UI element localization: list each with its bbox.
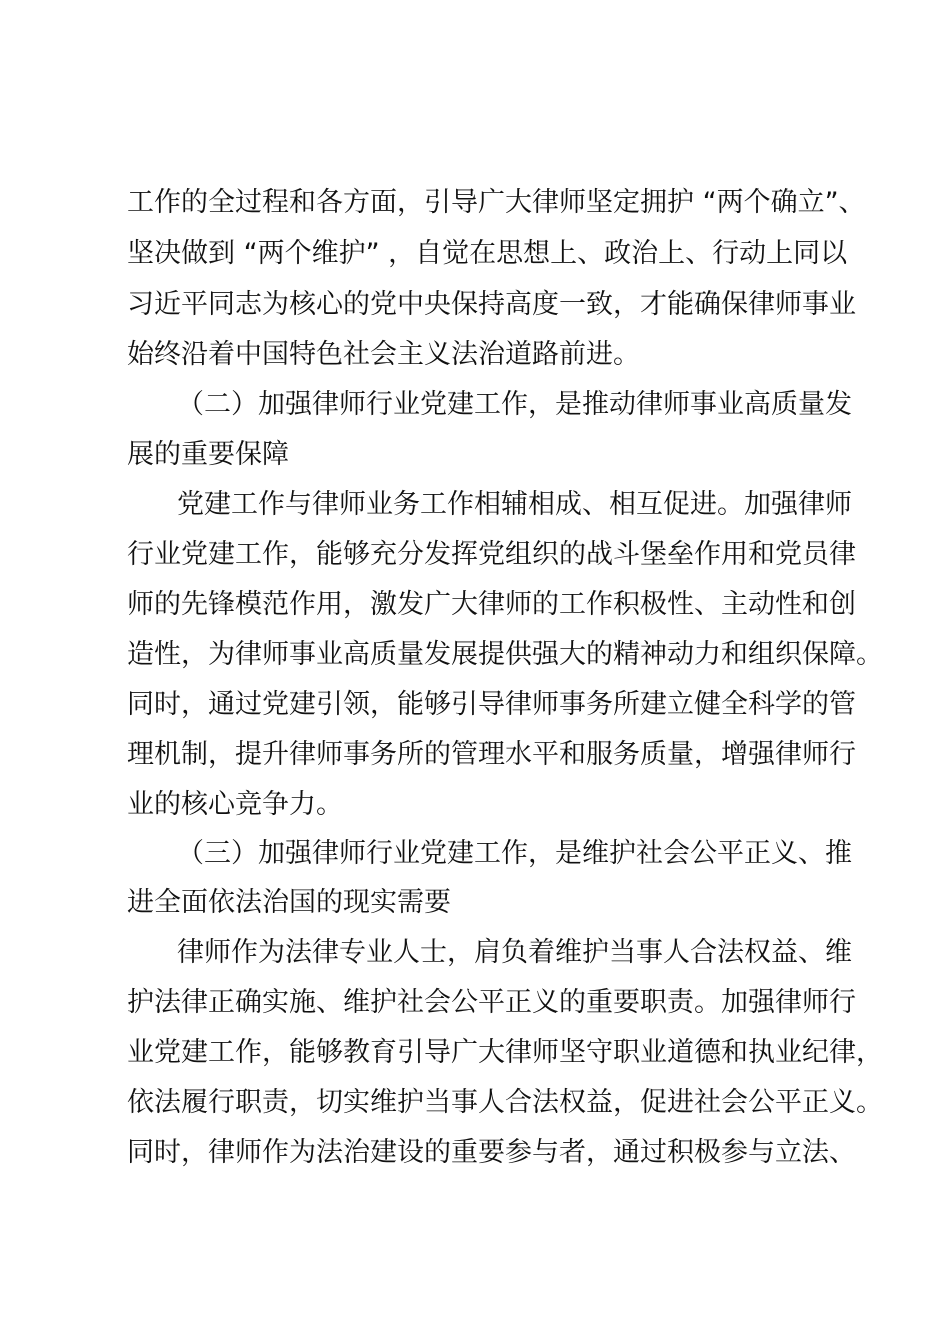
text-line: 习近平同志为核心的党中央保持高度一致，才能确保律师事业: [127, 289, 856, 320]
section-heading: 展的重要保障: [127, 439, 289, 470]
text-line: 坚决做到 “两个维护” ，自觉在思想上、政治上、行动上同以: [127, 238, 848, 269]
text-line: 护法律正确实施、维护社会公平正义的重要职责。加强律师行: [127, 987, 856, 1018]
text-line: 始终沿着中国特色社会主义法治道路前进。: [127, 339, 640, 370]
section-heading: 进全面依法治国的现实需要: [127, 887, 451, 918]
section-heading: （三）加强律师行业党建工作，是维护社会公平正义、推: [177, 838, 852, 869]
text-line: 同时，通过党建引领，能够引导律师事务所建立健全科学的管: [127, 689, 856, 720]
text-line: 依法履行职责，切实维护当事人合法权益，促进社会公平正义。: [127, 1087, 883, 1118]
text-line: 理机制，提升律师事务所的管理水平和服务质量，增强律师行: [127, 739, 856, 770]
paragraph-start: 律师作为法律专业人士，肩负着维护当事人合法权益、维: [177, 937, 852, 968]
text-line: 造性，为律师事业高质量发展提供强大的精神动力和组织保障。: [127, 639, 883, 670]
text-line: 同时，律师作为法治建设的重要参与者，通过积极参与立法、: [127, 1137, 856, 1168]
text-line: 业的核心竞争力。: [127, 789, 343, 820]
text-line: 业党建工作，能够教育引导广大律师坚守职业道德和执业纪律，: [127, 1037, 883, 1068]
text-line: 行业党建工作，能够充分发挥党组织的战斗堡垒作用和党员律: [127, 539, 856, 570]
text-line: 工作的全过程和各方面，引导广大律师坚定拥护 “两个确立”、: [127, 187, 866, 218]
text-line: 师的先锋模范作用，激发广大律师的工作积极性、主动性和创: [127, 589, 856, 620]
section-heading: （二）加强律师行业党建工作，是推动律师事业高质量发: [177, 389, 852, 420]
paragraph-start: 党建工作与律师业务工作相辅相成、相互促进。加强律师: [177, 489, 852, 520]
